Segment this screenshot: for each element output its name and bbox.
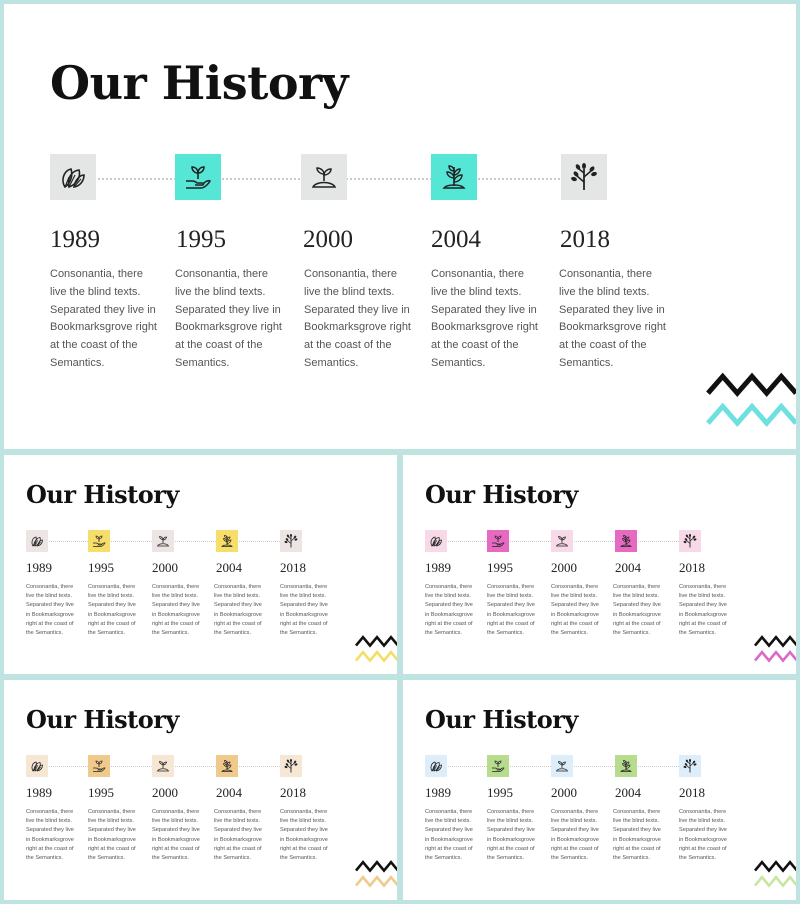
milestone-description: Consonantia, there live the blind texts. Separated they live in Bookmarksgrove right at the coast of the Semantics. [613,584,661,637]
milestone-year: 2000 [303,226,353,253]
milestone-description: Consonantia, there live the blind texts. Separated they live in Bookmarksgrove right at the coast of the Semantics. [214,809,262,862]
milestone-icon-box [487,755,509,777]
milestone-description: Consonantia, there live the blind texts. Separated they live in Bookmarksgrove right at the coast of the Semantics. [304,268,411,369]
sprout-soil-icon [155,758,171,774]
milestone-icon-box [301,154,347,200]
milestone-description: Consonantia, there live the blind texts. Separated they live in Bookmarksgrove right at the coast of the Semantics. [487,809,535,862]
milestone-description: Consonantia, there live the blind texts. Separated they live in Bookmarksgrove right at the coast of the Semantics. [214,584,262,637]
zigzag-color [755,877,796,885]
hand-plant-icon [490,533,506,549]
milestone-year: 2004 [615,560,641,575]
growing-plant-icon [618,533,634,549]
milestone-icon-box [50,154,96,200]
milestone-description: Consonantia, there live the blind texts. Separated they live in Bookmarksgrove right at the coast of the Semantics. [487,584,535,637]
zigzag-black [356,862,397,870]
milestone-year: 2004 [216,560,242,575]
leaves-icon [57,161,89,193]
milestone-year: 2004 [216,785,242,800]
zigzag-black [356,637,397,645]
zigzag-color [755,652,796,660]
zigzag-color [356,652,397,660]
milestone-description: Consonantia, there live the blind texts. Separated they live in Bookmarksgrove right at the coast of the Semantics. [26,584,74,637]
slide-variant-pink [403,455,796,674]
milestone-icon-box [152,530,174,552]
milestone-year: 1989 [26,560,52,575]
leaves-icon [428,758,444,774]
milestone-description: Consonantia, there live the blind texts. Separated they live in Bookmarksgrove right at the coast of the Semantics. [152,809,200,862]
growing-plant-icon [618,758,634,774]
milestone-year: 1989 [425,560,451,575]
milestone-year: 2000 [152,785,178,800]
sprout-soil-icon [554,758,570,774]
milestone-description: Consonantia, there live the blind texts. Separated they live in Bookmarksgrove right at the coast of the Semantics. [280,584,328,637]
milestone-description: Consonantia, there live the blind texts. Separated they live in Bookmarksgrove right at the coast of the Semantics. [431,268,538,369]
milestone-icon-box [152,755,174,777]
milestone-year: 2018 [280,560,306,575]
milestone-icon-box [280,755,302,777]
milestone-year: 1995 [88,785,114,800]
young-tree-icon [568,161,600,193]
slide-variant-yellow [4,455,397,674]
milestone-icon-box [561,154,607,200]
milestone-description: Consonantia, there live the blind texts. Separated they live in Bookmarksgrove right at the coast of the Semantics. [551,809,599,862]
milestone-icon-box [487,530,509,552]
milestone-icon-box [551,530,573,552]
milestone-icon-box [88,530,110,552]
milestone-year: 2004 [431,226,481,253]
milestone-year: 2000 [551,560,577,575]
milestone-icon-box [216,530,238,552]
zigzag-black [755,637,796,645]
milestone-icon-box [280,530,302,552]
milestone-icon-box [551,755,573,777]
zigzag-decoration [753,858,796,888]
milestone-year: 2018 [679,560,705,575]
sprout-soil-icon [308,161,340,193]
milestone-icon-box [615,530,637,552]
milestone-year: 2018 [560,226,610,253]
milestone-icon-box [431,154,477,200]
hand-plant-icon [91,758,107,774]
milestone-description: Consonantia, there live the blind texts. Separated they live in Bookmarksgrove right at the coast of the Semantics. [50,268,157,369]
milestone-icon-box [425,530,447,552]
zigzag-decoration [354,633,397,663]
milestone-description: Consonantia, there live the blind texts. Separated they live in Bookmarksgrove right at the coast of the Semantics. [152,584,200,637]
milestone-year: 1989 [26,785,52,800]
milestone-description: Consonantia, there live the blind texts. Separated they live in Bookmarksgrove right at the coast of the Semantics. [175,268,282,369]
page-title: Our History [26,480,179,509]
milestone-year: 2000 [551,785,577,800]
milestone-description: Consonantia, there live the blind texts. Separated they live in Bookmarksgrove right at the coast of the Semantics. [559,268,666,369]
milestone-description: Consonantia, there live the blind texts. Separated they live in Bookmarksgrove right at the coast of the Semantics. [679,584,727,637]
hand-plant-icon [182,161,214,193]
slide-variant-orange [4,680,397,900]
page-title: Our History [26,705,179,734]
zigzag-black [755,862,796,870]
zigzag-color [708,406,796,423]
milestone-year: 1989 [50,226,100,253]
page-title: Our History [425,705,578,734]
page-title: Our History [50,56,348,110]
milestone-icon-box [88,755,110,777]
milestone-description: Consonantia, there live the blind texts. Separated they live in Bookmarksgrove right at the coast of the Semantics. [280,809,328,862]
young-tree-icon [283,533,299,549]
milestone-year: 1995 [176,226,226,253]
zigzag-color [356,877,397,885]
sprout-soil-icon [155,533,171,549]
zigzag-decoration [706,368,796,428]
growing-plant-icon [219,533,235,549]
milestone-icon-box [615,755,637,777]
milestone-icon-box [26,755,48,777]
hand-plant-icon [490,758,506,774]
growing-plant-icon [219,758,235,774]
zigzag-decoration [753,633,796,663]
slide-variant-green [403,680,796,900]
young-tree-icon [682,533,698,549]
milestone-year: 2000 [152,560,178,575]
growing-plant-icon [438,161,470,193]
page-title: Our History [425,480,578,509]
hand-plant-icon [91,533,107,549]
zigzag-black [708,376,796,393]
milestone-description: Consonantia, there live the blind texts. Separated they live in Bookmarksgrove right at the coast of the Semantics. [88,809,136,862]
milestone-description: Consonantia, there live the blind texts. Separated they live in Bookmarksgrove right at the coast of the Semantics. [26,809,74,862]
milestone-icon-box [26,530,48,552]
leaves-icon [29,533,45,549]
milestone-icon-box [175,154,221,200]
zigzag-decoration [354,858,397,888]
milestone-year: 2004 [615,785,641,800]
slide-main [4,4,796,449]
milestone-description: Consonantia, there live the blind texts. Separated they live in Bookmarksgrove right at the coast of the Semantics. [425,584,473,637]
sprout-soil-icon [554,533,570,549]
milestone-description: Consonantia, there live the blind texts. Separated they live in Bookmarksgrove right at the coast of the Semantics. [613,809,661,862]
milestone-year: 1995 [487,560,513,575]
leaves-icon [428,533,444,549]
milestone-year: 1995 [88,560,114,575]
milestone-description: Consonantia, there live the blind texts. Separated they live in Bookmarksgrove right at the coast of the Semantics. [88,584,136,637]
milestone-icon-box [425,755,447,777]
milestone-description: Consonantia, there live the blind texts. Separated they live in Bookmarksgrove right at the coast of the Semantics. [425,809,473,862]
milestone-year: 2018 [280,785,306,800]
milestone-icon-box [679,530,701,552]
milestone-icon-box [216,755,238,777]
milestone-year: 2018 [679,785,705,800]
leaves-icon [29,758,45,774]
milestone-icon-box [679,755,701,777]
milestone-description: Consonantia, there live the blind texts. Separated they live in Bookmarksgrove right at the coast of the Semantics. [551,584,599,637]
young-tree-icon [283,758,299,774]
milestone-description: Consonantia, there live the blind texts. Separated they live in Bookmarksgrove right at the coast of the Semantics. [679,809,727,862]
young-tree-icon [682,758,698,774]
milestone-year: 1995 [487,785,513,800]
milestone-year: 1989 [425,785,451,800]
